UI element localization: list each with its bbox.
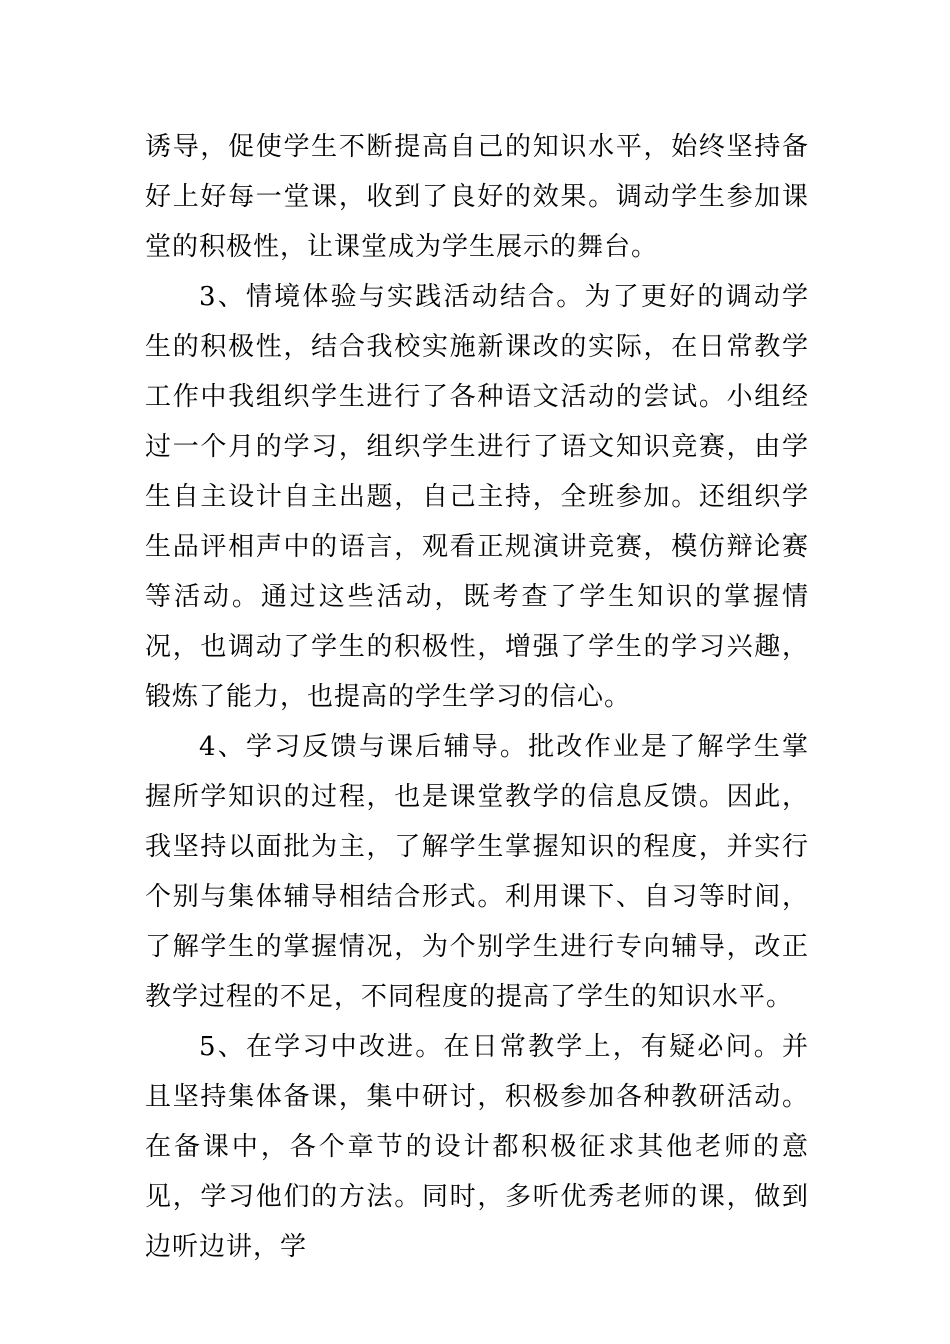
paragraph-item-3: 3、情境体验与实践活动结合。为了更好的调动学生的积极性，结合我校实施新课改的实际，在日常教学工作中我组织学生进行了各种语文活动的尝试。小组经过一个月的学习，组织学生进行了语文知识竞赛，由学生自主设计自主出题，自己主持，全班参加。还组织学生品评相声中的语言，观看正规演讲竞赛，模仿辩论赛等活动。通过这些活动，既考查了学生知识的掌握情况，也调动了学生的积极性，增强了学生的学习兴趣，锻炼了能力，也提高的学生学习的信心。 — [145, 282, 809, 712]
paragraph-item-5: 5、在学习中改进。在日常教学上，有疑必问。并且坚持集体备课，集中研讨，积极参加各种教研活动。在备课中，各个章节的设计都积极征求其他老师的意见，学习他们的方法。同时，多听优秀老师的课，做到边听边讲，学 — [145, 1032, 809, 1262]
paragraph-continuation: 诱导，促使学生不断提高自己的知识水平，始终坚持备好上好每一堂课，收到了良好的效果。调动学生参加课堂的积极性，让课堂成为学生展示的舞台。 — [145, 132, 809, 262]
paragraph-item-4: 4、学习反馈与课后辅导。批改作业是了解学生掌握所学知识的过程，也是课堂教学的信息反馈。因此，我坚持以面批为主，了解学生掌握知识的程度，并实行个别与集体辅导相结合形式。利用课下、自习等时间，了解学生的掌握情况，为个别学生进行专向辅导，改正教学过程的不足，不同程度的提高了学生的知识水平。 — [145, 732, 809, 1012]
document-body — [145, 122, 809, 1272]
